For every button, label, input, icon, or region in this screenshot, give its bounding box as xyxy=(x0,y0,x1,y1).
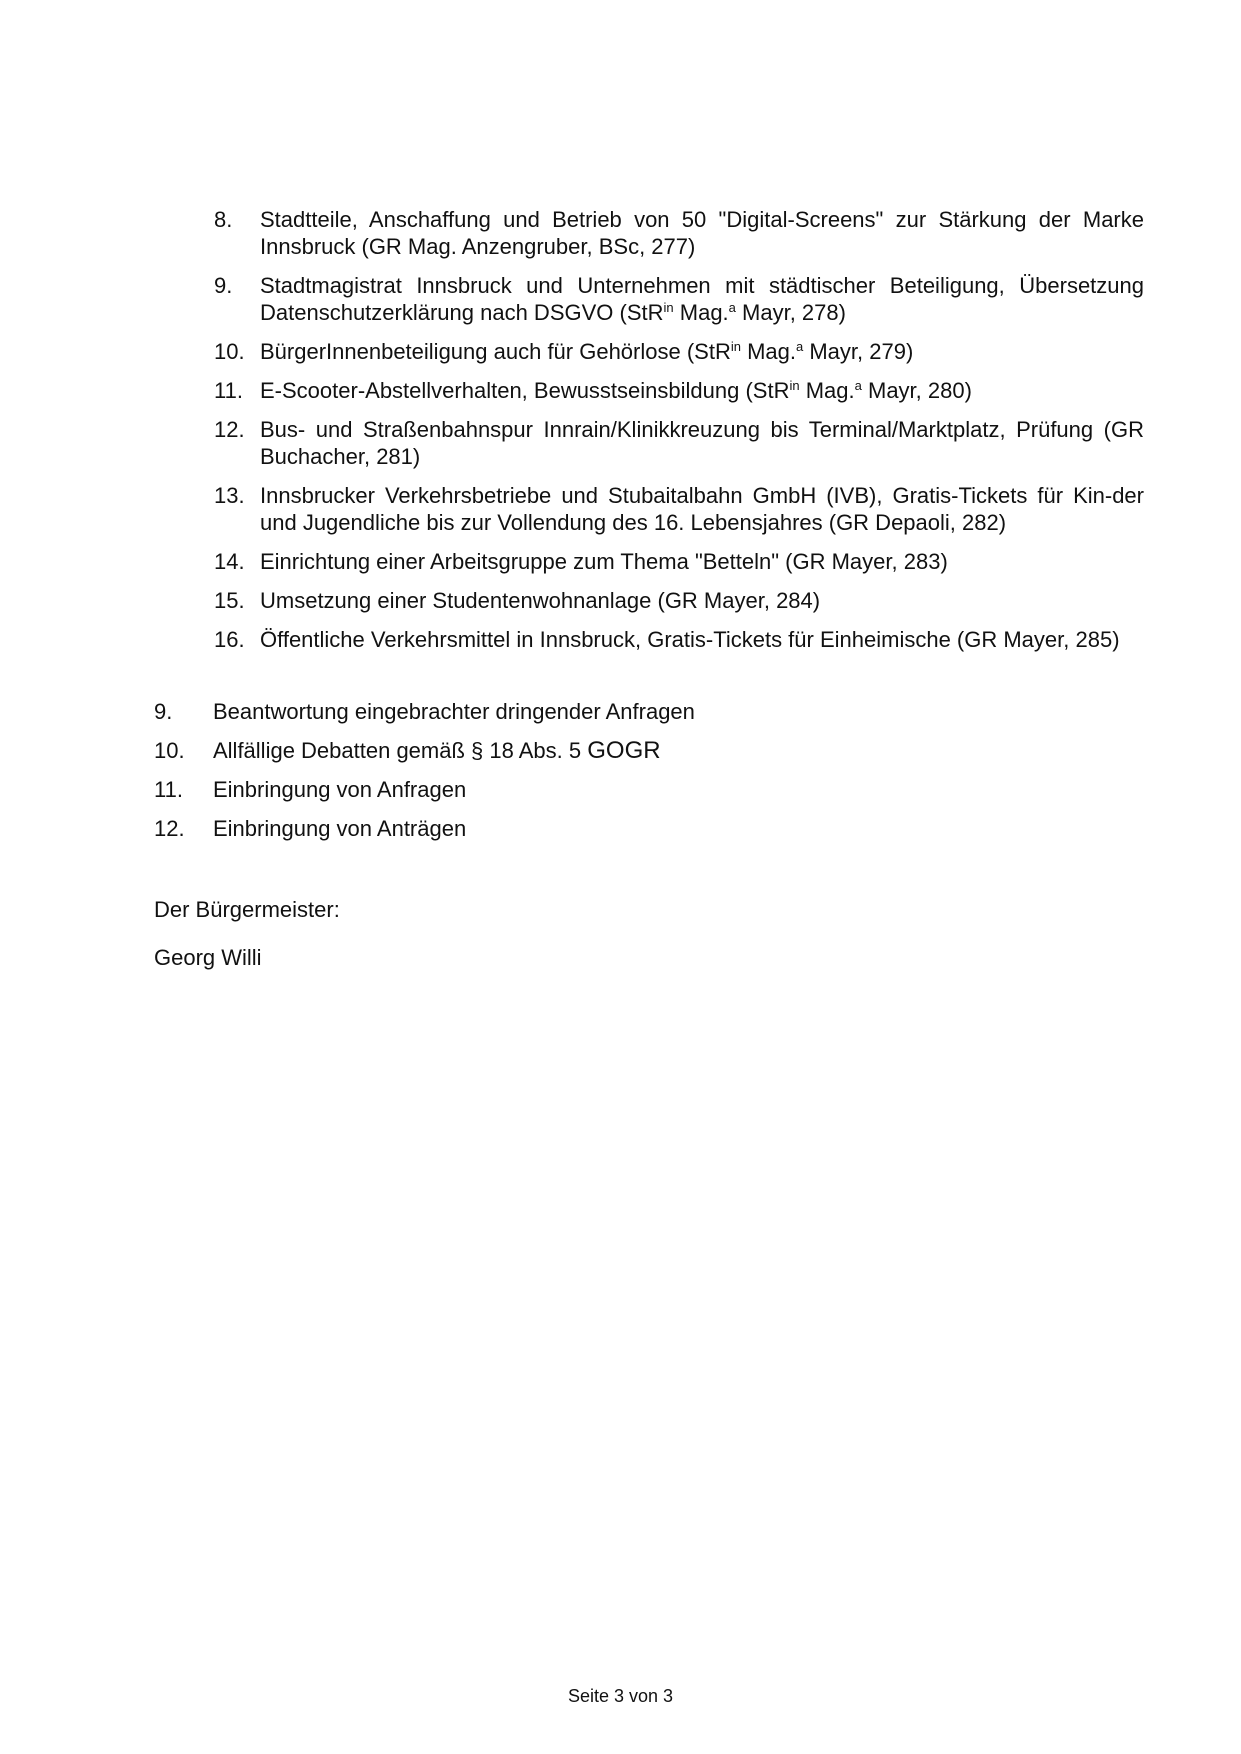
item-text: Einbringung von Anträgen xyxy=(213,816,467,841)
item-text: BürgerInnenbeteiligung auch für Gehörlose (StR$^{in}$ Mag.$^a$ Mayr, 279) xyxy=(260,339,914,364)
item-text: Allfällige Debatten gemäß § 18 Abs. 5 GOGR xyxy=(213,737,661,764)
item-number: 10. xyxy=(214,339,245,364)
item-text: Umsetzung einer Studentenwohnanlage (GR Mayer, 284) xyxy=(260,588,821,613)
list-item xyxy=(154,737,1144,764)
item-text: Einbringung von Anfragen xyxy=(213,777,467,802)
item-text: Stadtteile, Anschaffung und Betrieb von 50 "Digital-Screens" zur Stärkung der Marke Innsbruck (GR Mag. Anzengruber, BSc, 277) xyxy=(260,207,1144,259)
list-item xyxy=(154,815,1144,842)
page-footer: Seite 3 von 3 xyxy=(567,1686,674,1706)
item-number: 14. xyxy=(214,549,245,574)
list-item xyxy=(154,776,1144,803)
list-item xyxy=(214,482,1144,536)
list-item xyxy=(214,548,1144,575)
item-number: 13. xyxy=(214,483,245,508)
main-agenda-list xyxy=(154,698,1144,854)
item-number: 12. xyxy=(154,816,185,841)
item-text: Beantwortung eingebrachter dringender Anfragen xyxy=(213,699,695,724)
list-item xyxy=(214,587,1144,614)
item-text: E-Scooter-Abstellverhalten, Bewusstseinsbildung (StR$^{in}$ Mag.$^a$ Mayr, 280) xyxy=(260,378,972,403)
item-text: Bus- und Straßenbahnspur Innrain/Klinikkreuzung bis Terminal/Marktplatz, Prüfung (GR Buchacher, 281) xyxy=(260,417,1144,469)
item-number: 11. xyxy=(214,378,243,403)
item-number: 9. xyxy=(154,699,173,724)
item-text: Einrichtung einer Arbeitsgruppe zum Thema "Betteln" (GR Mayer, 283) xyxy=(260,549,948,574)
sub-agenda-list xyxy=(214,206,1144,665)
item-number: 15. xyxy=(214,588,245,613)
item-number: 11. xyxy=(154,777,183,802)
item-number: 12. xyxy=(214,417,245,442)
list-item xyxy=(214,206,1144,260)
item-text: Innsbrucker Verkehrsbetriebe und Stubaitalbahn GmbH (IVB), Gratis-Tickets für Kin-der und Jugendliche bis zur Vollendung des 16. Lebensjahres (GR Depaoli, 282) xyxy=(260,483,1144,535)
item-number: 10. xyxy=(154,738,185,763)
list-item xyxy=(214,272,1144,326)
item-number: 9. xyxy=(214,273,233,298)
signature-name: Georg Willi xyxy=(154,945,262,970)
signature-role: Der Bürgermeister: xyxy=(154,897,340,922)
signature-block xyxy=(154,896,754,992)
list-item xyxy=(154,698,1144,725)
item-text: Stadtmagistrat Innsbruck und Unternehmen mit städtischer Beteiligung, Übersetzung Datenschutzerklärung nach DSGVO (StR$^{in}$ Mag.$^a$ Mayr, 278) xyxy=(260,273,1144,325)
list-item xyxy=(214,377,1144,404)
list-item xyxy=(214,626,1144,653)
list-item xyxy=(214,416,1144,470)
item-text: Öffentliche Verkehrsmittel in Innsbruck, Gratis-Tickets für Einheimische (GR Mayer, 285) xyxy=(260,627,1120,652)
item-number: 16. xyxy=(214,627,245,652)
item-number: 8. xyxy=(214,207,233,232)
list-item xyxy=(214,338,1144,365)
